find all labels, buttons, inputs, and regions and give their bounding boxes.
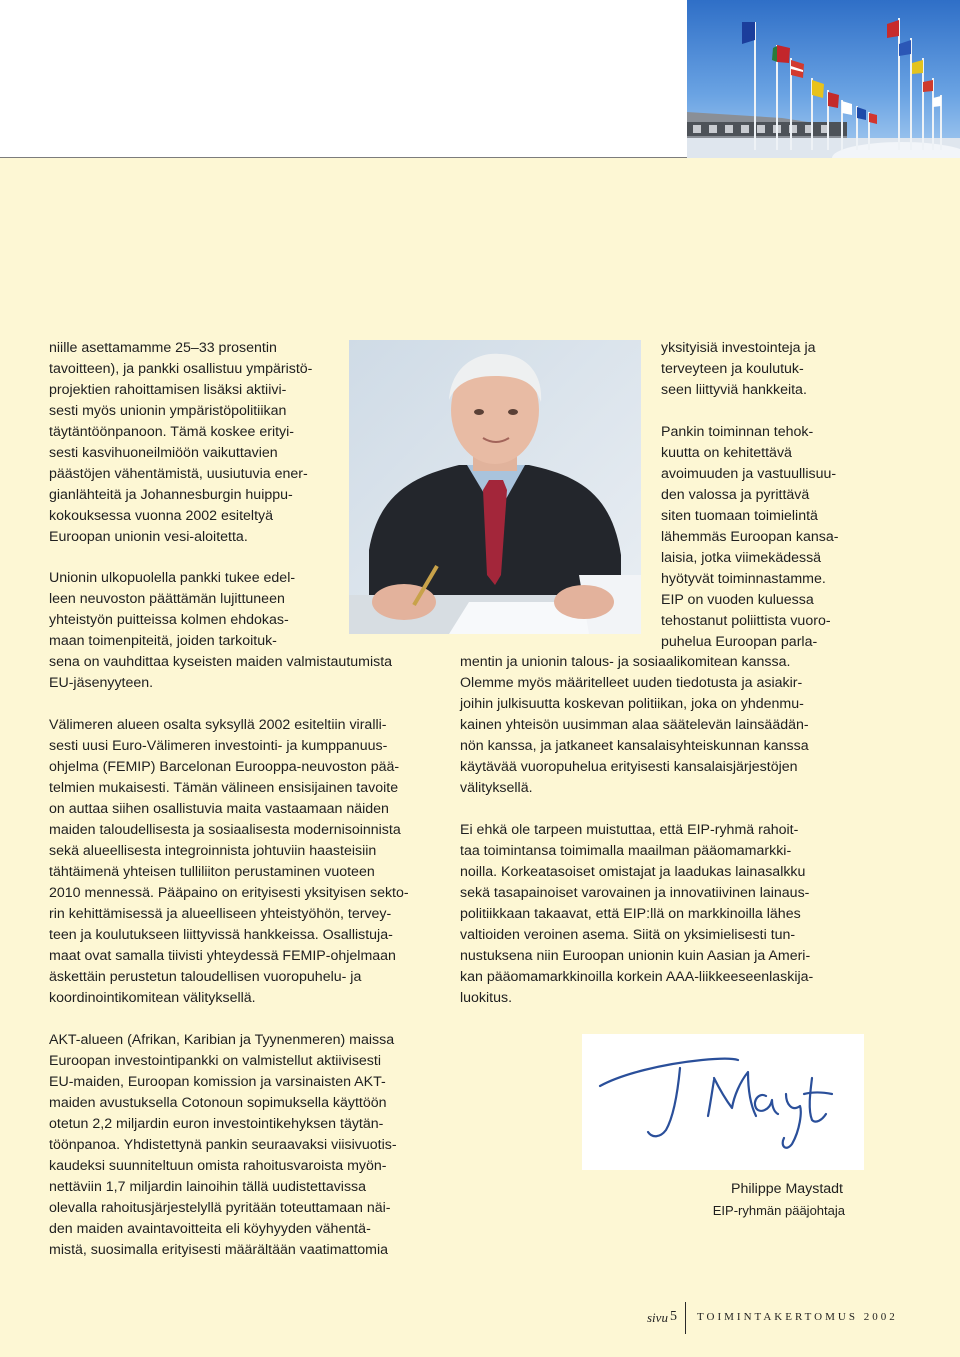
page-number: 5 (670, 1309, 677, 1324)
text-line: AKT-alueen (Afrikan, Karibian ja Tyynenmeren) maissa (49, 1032, 395, 1048)
text-line: Euroopan unionin vesi-aloitetta. (49, 529, 248, 545)
text-line: koordinointikomitean välityksellä. (49, 990, 256, 1006)
text-line: leen neuvoston päättämän lujittuneen (49, 591, 285, 607)
text-line: otetun 2,2 miljardin euron investointikehyksen täytän- (49, 1116, 384, 1132)
text-line: Pankin toiminnan tehok- (661, 424, 814, 440)
text-line: terveyteen ja koulutuk- (661, 361, 804, 377)
portrait-photo (349, 340, 641, 634)
text-line: töönpanoa. Yhdistettynä pankin seuraavaksi viisivuotis- (49, 1137, 397, 1153)
text-line: EIP on vuoden kuluessa (661, 592, 814, 608)
text-line: telmien mukaisesti. Tämän välineen ensisijainen tavoite (49, 780, 399, 796)
text-line: kan pääomamarkkinoilla korkein AAA-liikkeeseenlaskija- (460, 969, 814, 985)
text-line: Välimeren alueen osalta syksyllä 2002 esiteltiin viralli- (49, 717, 387, 733)
text-line: nön kanssa, ja jatkaneet kansalaisyhteiskunnan kanssa (460, 738, 809, 754)
flags-photo (687, 0, 960, 158)
text-line: valtioiden veroinen asema. Siitä on yksimielisesti tun- (460, 927, 796, 943)
text-line: nettäviin 1,7 miljardin lainoihin tällä uudistettavissa (49, 1179, 367, 1195)
text-line: noilla. Korkeatasoiset omistajat ja laadukas lainasalkku (460, 864, 806, 880)
text-line: olevalla rahoitusjärjestelyllä pyritään toteuttamaan näi- (49, 1200, 391, 1216)
text-line: Unionin ulkopuolella pankki tukee edel- (49, 570, 296, 586)
text-line: päästöjen vähentämistä, uusiutuvia ener- (49, 466, 308, 482)
text-line: rin kehittämisessä ja alueelliseen yhteistyöhön, tervey- (49, 906, 392, 922)
text-line: yksityisiä investointeja ja (661, 340, 816, 356)
text-line: hyötyvät toiminnastamme. (661, 571, 826, 587)
page-label: sivu (647, 1310, 668, 1325)
footer-divider (685, 1302, 686, 1334)
text-line: maat ovat samalla tiivisti yhteydessä FEMIP-ohjelmaan (49, 948, 396, 964)
text-line: Olemme myös määritelleet uuden tiedotusta ja asiakir- (460, 675, 803, 691)
text-line: avoimuuden ja vastuullisuu- (661, 466, 837, 482)
text-line: taa toimintansa toimimalla maailman pääomamarkki- (460, 843, 792, 859)
text-line: ohjelma (FEMIP) Barcelonan Eurooppa-neuvoston pää- (49, 759, 400, 775)
text-line: politiikkaan takaavat, että EIP:llä on markkinoilla lähes (460, 906, 801, 922)
signatory-title: EIP-ryhmän pääjohtaja (712, 1203, 845, 1218)
text-line: kainen yhteisön uusimman alaa säätelevän lainsäädän- (460, 717, 809, 733)
text-line: maiden avustuksella Cotonoun sopimuksella käyttöön (49, 1095, 387, 1111)
text-line: sena on vauhdittaa kyseisten maiden valmistautumista (49, 654, 393, 670)
text-line: joihin julkisuutta koskevan politiikan, joka on yhdenmu- (460, 696, 804, 712)
text-line: EU-maiden, Euroopan komission ja varsinaisten AKT- (49, 1074, 386, 1090)
text-line: sekä tasapainoiset varovainen ja innovatiivinen lainaus- (460, 885, 810, 901)
text-line: sesti myös unionin ympäristöpolitiikan (49, 403, 287, 419)
text-line: maiden taloudellisesta ja sosiaalisesta modernisoinnista (49, 822, 401, 838)
text-line: tavoitteen), ja pankki osallistuu ympäristö- (49, 361, 313, 377)
text-line: teen ja koulutukseen liittyvissä hankkeissa. Osallistuja- (49, 927, 393, 943)
text-line: puhelua Euroopan parla- (661, 634, 818, 650)
text-line: tähtäimenä yhteisen tulliliiton perustaminen vuoteen (49, 864, 375, 880)
text-line: maan toimenpiteitä, joiden tarkoituk- (49, 633, 277, 649)
signatory-name: Philippe Maystadt (731, 1181, 843, 1197)
text-line: käytävää vuoropuhelua erityisesti kansalaisjärjestöjen (460, 759, 798, 775)
text-line: äskettäin perustetun taloudellisen vuoropuhelu- ja (49, 969, 362, 985)
text-line: välityksellä. (460, 780, 533, 796)
text-line: tehostanut poliittista vuoro- (661, 613, 831, 629)
text-line: kokouksessa vuonna 2002 esiteltyä (49, 508, 273, 524)
text-line: laisia, jotka viimekädessä (661, 550, 822, 566)
text-line: sesti kasvihuoneilmiöön vaikuttavien (49, 445, 278, 461)
text-line: projektien rahoittamisen lisäksi aktiivi- (49, 382, 287, 398)
text-line: seen liittyviä hankkeita. (661, 382, 807, 398)
text-line: mentin ja unionin talous- ja sosiaalikomitean kanssa. (460, 654, 791, 670)
text-line: siten tuomaan toimielintä (661, 508, 818, 524)
text-line: Euroopan investointipankki on valmistellut aktiivisesti (49, 1053, 381, 1069)
text-line: kuutta on kehitettävä (661, 445, 792, 461)
text-line: nustuksena niin Euroopan unionin kuin Aasian ja Ameri- (460, 948, 811, 964)
text-line: luokitus. (460, 990, 513, 1006)
text-line: Ei ehkä ole tarpeen muistuttaa, että EIP-ryhmä rahoit- (460, 822, 799, 838)
text-line: EU-jäsenyyteen. (49, 675, 154, 691)
text-line: sekä alueellisesta integroinnista johtuviin haasteisiin (49, 843, 377, 859)
text-line: kaudeksi suunniteltuun omista rahoitusvaroista myön- (49, 1158, 387, 1174)
signature-image (582, 1034, 864, 1170)
text-line: yhteistyön puitteissa kolmen ehdokas- (49, 612, 289, 628)
report-title: TOIMINTAKERTOMUS 2002 (697, 1311, 898, 1323)
text-line: 2010 mennessä. Pääpaino on erityisesti yksityisen sekto- (49, 885, 409, 901)
text-line: täytäntöönpanoon. Tämä koskee erityi- (49, 424, 295, 440)
text-line: lähemmäs Euroopan kansa- (661, 529, 839, 545)
text-line: den maiden avaintavoitteita eli köyhyyden vähentä- (49, 1221, 371, 1237)
text-line: gianlähteitä ja Johannesburgin huippu- (49, 487, 293, 503)
text-line: sesti uusi Euro-Välimeren investointi- ja kumppanuus- (49, 738, 388, 754)
text-line: den valossa ja pyrittävä (661, 487, 810, 503)
text-line: niille asettamamme 25–33 prosentin (49, 340, 277, 356)
text-line: mistä, suosimalla erityisesti määrältään vaatimattomia (49, 1242, 389, 1258)
text-line: on auttaa siihen osallistuvia maita vastaamaan näiden (49, 801, 389, 817)
